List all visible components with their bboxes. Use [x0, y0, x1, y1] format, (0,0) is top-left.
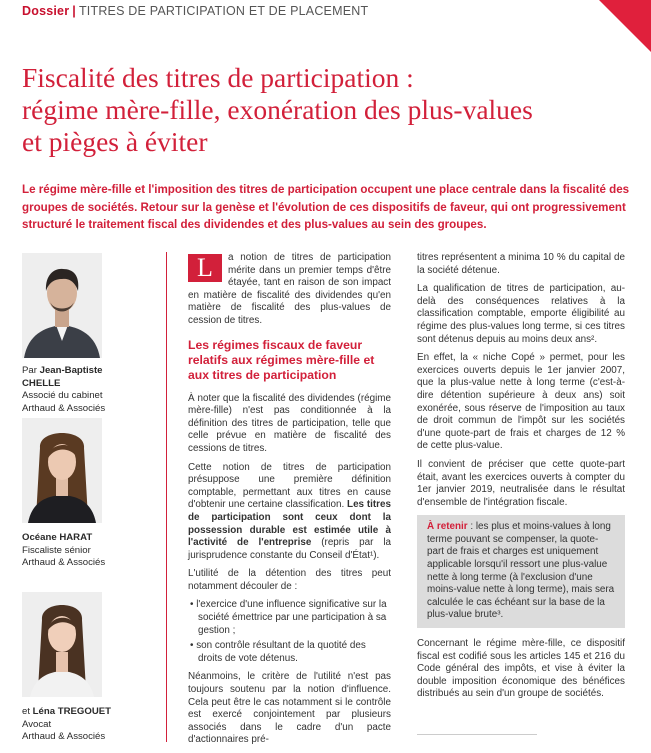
intro-paragraph	[188, 252, 391, 328]
paragraph: Il convient de préciser que cette quote-part était, avant les exercices ouverts à compter du 1er janvier 2019, neutralisée dans le résultat d'ensemble de l'intégration fiscale.	[417, 458, 625, 508]
author-photo-2	[22, 418, 102, 523]
author-photo-1	[22, 253, 102, 358]
text-column-2	[417, 252, 625, 707]
title-line-3: et pièges à éviter	[22, 126, 208, 157]
title-line-1: Fiscalité des titres de participation :	[22, 62, 414, 93]
section-subheading: Les régimes fiscaux de faveur relatifs aux régimes mère-fille et aux titres de participation	[188, 337, 375, 382]
article-lead: Le régime mère-fille et l'imposition des titres de participation occupent une place centrale dans la fiscalité des groupes de sociétés. Retour sur la genèse et l'évolution de ces dispositifs de faveur, qui ont progressivement structuré le traitement fiscal des dividendes et des plus-values au sein des groupes.	[22, 183, 630, 231]
bullet-list	[188, 599, 391, 665]
author-3-role: Avocat	[22, 718, 52, 730]
callout-text: : les plus et moins-values à long terme pouvant se compenser, la quote-part de frais et charges est uniquement applicable lorsqu'il ressort une plus-value nette à long terme (à l'exclusion d'une moins-value nette à long terme), mais sera calculée le cas échéant sur la base de la plus-value brute³.	[427, 521, 615, 621]
column-rule	[166, 252, 167, 742]
paragraph: À noter que la fiscalité des dividendes (régime mère-fille) n'est pas conditionnée à la définition des titres de participation, telle que celle prévue en matière de fiscalité des cessions de titres.	[188, 392, 391, 454]
author-3-prefix: et	[22, 706, 33, 717]
author-2	[22, 532, 132, 570]
list-item: • l'exercice d'une influence significative sur la société émettrice par une participation à sa gestion ;	[190, 599, 387, 636]
author-3	[22, 706, 132, 744]
author-3-name: Léna TREGOUET	[32, 706, 112, 717]
paragraph: La qualification de titres de participation, au-delà des conséquences relatives à la classification comptable, emporte éligibilité au régime des plus-values long terme, si ces titres sont détenus depuis au moins deux ans².	[417, 283, 625, 345]
author-1-role: Associé du cabinet	[22, 390, 103, 401]
key-point-callout	[417, 515, 625, 628]
author-2-role: Fiscaliste sénior	[22, 544, 91, 556]
intro-text: a notion de titres de participation mérite dans un premier temps d'être étayée, tant en raison de son impact en matière de fiscalité des dividendes qu'en matière de fiscalité des plus-values de cession de titres.	[188, 252, 391, 326]
section-label: Dossier	[22, 4, 70, 18]
section-separator: |	[72, 4, 76, 18]
text-run: Cette notion de titres de participation présuppose une première définition comptable, permettant aux titres en cause d'obtenir une certaine classification.	[188, 461, 391, 511]
callout-label: À retenir	[427, 521, 468, 533]
paragraph: titres représentent a minima 10 % du capital de la société détenue.	[417, 252, 625, 276]
paragraph: Néanmoins, le critère de l'utilité n'est pas toujours soutenu par la notion d'influence. Cela peut être le cas notamment si le contrôle est exercé conjointement par plusieurs associés dans le cadre d'un pacte d'actionnaires pré-	[188, 671, 391, 746]
page-continuation-line	[417, 734, 537, 738]
author-3-firm: Arthaud & Associés	[22, 731, 106, 742]
corner-decoration	[599, 0, 651, 52]
text-run: (repris par la jurisprudence constante du Conseil d'État¹).	[188, 537, 392, 561]
section-header	[22, 4, 368, 18]
text-column-1	[188, 252, 391, 753]
author-2-name: Océane HARAT	[22, 532, 93, 543]
section-rubric: TITRES DE PARTICIPATION ET DE PLACEMENT	[78, 4, 369, 18]
paragraph: Concernant le régime mère-fille, ce dispositif fiscal est codifié sous les articles 145 et 216 du Code général des impôts, et vise à éviter la double imposition économique des bénéfices distribués au sein d'un groupe de sociétés.	[417, 638, 625, 700]
drop-cap: L	[188, 254, 222, 282]
author-2-firm: Arthaud & Associés	[22, 557, 106, 568]
bold-text-run: Les titres de participation sont ceux dont la possession durable est estimée utile à l'activité de l'entreprise	[188, 499, 391, 549]
author-1-firm: Arthaud & Associés	[22, 402, 106, 414]
article-title	[22, 62, 632, 158]
author-1-name: Jean-Baptiste CHELLE	[22, 365, 103, 389]
paragraph	[188, 462, 391, 563]
author-photo-3	[22, 592, 102, 697]
paragraph: En effet, la « niche Copé » permet, pour les exercices ouverts depuis le 1er janvier 2007, que la plus-value nette à long terme (c'est-à-dire détention supérieure à deux ans) soit exonérée, sous réserve de l'imposition au taux de droit commun de l'impôt sur les sociétés d'une quote-part de frais et charges de 12 % de cette plus-value.	[417, 352, 625, 452]
list-item: • son contrôle résultant de la quotité des droits de vote détenus.	[190, 640, 366, 664]
author-1-prefix: Par	[22, 365, 40, 376]
title-line-2: régime mère-fille, exonération des plus-values	[22, 94, 533, 125]
paragraph: L'utilité de la détention des titres peut notamment découler de :	[188, 568, 391, 592]
author-1	[22, 365, 132, 415]
